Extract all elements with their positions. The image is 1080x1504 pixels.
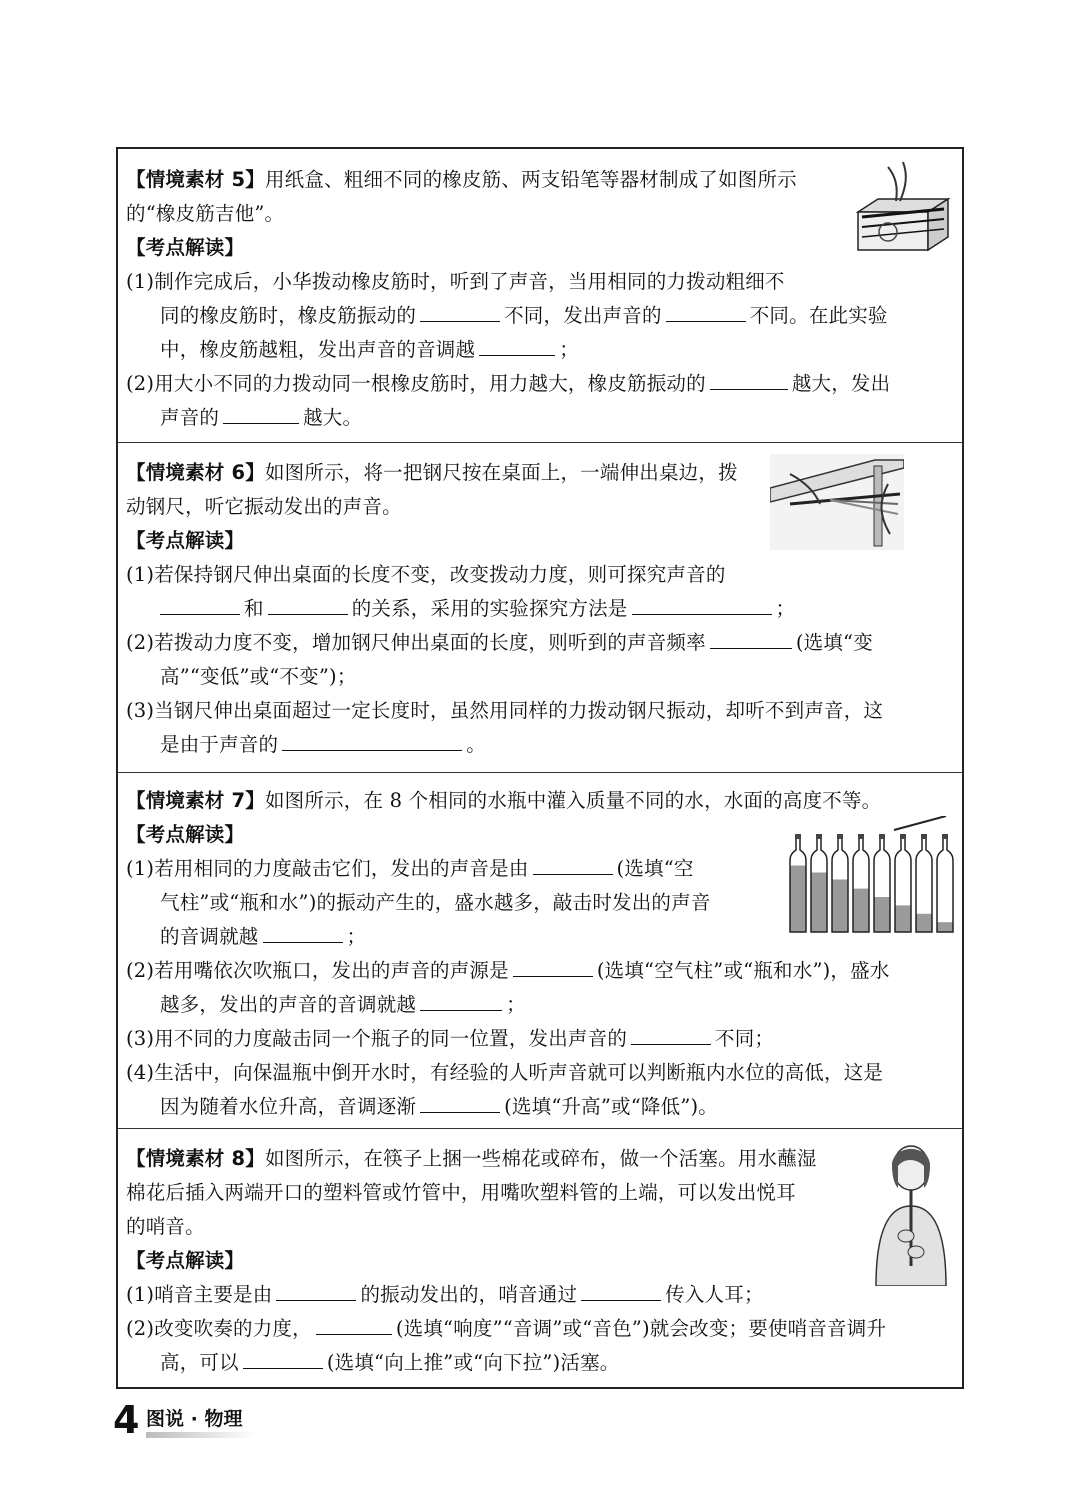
- girl-blowing-whistle-photo: [866, 1136, 956, 1286]
- answer-blank[interactable]: [243, 1346, 323, 1369]
- water-level: [916, 914, 932, 932]
- answer-blank[interactable]: [632, 592, 772, 615]
- water-bottle: [937, 834, 953, 932]
- section-6: 【情境素材 6】如图所示，将一把钢尺按在桌面上，一端伸出桌边，拨 动钢尺，听它振动发出的声音。 【考点解读】 (1)若保持钢尺伸出桌面的长度不变，改变拨动力度，则可探究声音的 和 的关系，采用的实验探究方法是 ； (2)若拨动力度不变，增加钢尺伸出桌面的长度，则听到的声音频率 (选填“变 高”“变低”或“不变”)； (3)当钢尺伸出桌面超过一定长度时，虽然用同样的力拨动钢尺振动，却听不到声音，这 是由于声音的 。: [118, 442, 962, 772]
- section-6-title: 【情境素材 6】: [126, 461, 265, 484]
- bottle-mouth: [879, 834, 885, 839]
- water-bottle: [853, 834, 869, 932]
- answer-blank[interactable]: [420, 299, 500, 322]
- answer-blank[interactable]: [581, 1278, 661, 1301]
- section-5-intro-2: 的“橡皮筋吉他”。: [126, 202, 285, 225]
- water-level: [895, 905, 911, 932]
- answer-blank[interactable]: [268, 592, 348, 615]
- section-5-intro-1: 用纸盒、粗细不同的橡皮筋、两支铅笔等器材制成了如图所示: [264, 168, 797, 191]
- bottle-outline: [937, 838, 953, 932]
- bottle-mouth: [921, 834, 927, 839]
- answer-blank[interactable]: [420, 988, 502, 1011]
- section-7: 【情境素材 7】如图所示，在 8 个相同的水瓶中灌入质量不同的水，水面的高度不等。 【考点解读】 (1)若用相同的力度敲击它们，发出的声音是由 (选填“空 气柱”或“瓶和水”)的振动产生的，盛水越多，敲击时发出的声音 的音调就越 ； (2)若用嘴依次吹瓶口，发出的声音的声源是 (选填“空气柱”或“瓶和水”)，盛水 越多，发出的声音的音调就越 ； (3)用不同的力度敲击同一个瓶子的同一位置，发出声音的 不同； (4)生活中，向保温瓶中倒开水时，有经验的人听声音就可以判断瓶内水位的高低，这是 因为随着水位升高，音调逐渐 (选填“升高”或“降低”)。: [118, 772, 962, 1128]
- water-level: [811, 873, 827, 933]
- section-5: 【情境素材 5】用纸盒、粗细不同的橡皮筋、两支铅笔等器材制成了如图所示 的“橡皮筋吉他”。 【考点解读】 (1)制作完成后，小华拨动橡皮筋时，听到了声音，当用相同的力拨动粗细不 同的橡皮筋时，橡皮筋振动的 不同，发出声音的 不同。在此实验 中，橡皮筋越粗，发出声音的音调越 ； (2)用大小不同的力拨动同一根橡皮筋时，用力越大，橡皮筋振动的 越大，发出 声音的 越大。: [118, 149, 962, 442]
- s5-q1-line1: (1)制作完成后，小华拨动橡皮筋时，听到了声音，当用相同的力拨动粗细不: [126, 270, 785, 293]
- book-title: 图说 · 物理: [146, 1408, 243, 1430]
- water-level: [853, 889, 869, 932]
- water-level: [832, 880, 848, 933]
- footer-decoration: [146, 1432, 256, 1438]
- eight-water-bottles-illustration: [786, 816, 956, 936]
- answer-blank[interactable]: [223, 401, 299, 424]
- answer-blank[interactable]: [513, 954, 593, 977]
- section-5-heading: 【考点解读】: [126, 236, 245, 259]
- answer-blank[interactable]: [710, 367, 788, 390]
- answer-blank[interactable]: [479, 333, 555, 356]
- steel-ruler-on-desk-illustration: [770, 454, 904, 550]
- bottle-mouth: [858, 834, 864, 839]
- answer-blank[interactable]: [420, 1090, 500, 1113]
- bottle-mouth: [837, 834, 843, 839]
- bottle-mouth: [795, 834, 801, 839]
- striking-stick: [894, 816, 946, 830]
- water-bottle: [895, 834, 911, 932]
- bottle-mouth: [816, 834, 822, 839]
- answer-blank[interactable]: [533, 852, 613, 875]
- water-level: [790, 866, 806, 933]
- water-bottle: [832, 834, 848, 932]
- answer-blank[interactable]: [263, 920, 343, 943]
- content-frame: [116, 147, 964, 1389]
- water-level: [874, 897, 890, 932]
- page-number: 4: [113, 1398, 140, 1442]
- water-bottle: [916, 834, 932, 932]
- rubber-band-guitar-illustration: [848, 157, 956, 257]
- bottle-mouth: [900, 834, 906, 839]
- water-bottle: [811, 834, 827, 932]
- answer-blank[interactable]: [631, 1022, 711, 1045]
- water-level: [937, 922, 953, 932]
- answer-blank[interactable]: [276, 1278, 356, 1301]
- section-5-title: 【情境素材 5】: [126, 168, 265, 191]
- answer-blank[interactable]: [710, 626, 792, 649]
- answer-blank[interactable]: [160, 592, 240, 615]
- bottle-mouth: [942, 834, 948, 839]
- section-8: 【情境素材 8】如图所示，在筷子上捆一些棉花或碎布，做一个活塞。用水蘸湿 棉花后插入两端开口的塑料管或竹管中，用嘴吹塑料管的上端，可以发出悦耳 的哨音。 【考点解读】 (1)哨音主要是由 的振动发出的，哨音通过 传入人耳； (2)改变吹奏的力度， (选填“响度”“音调”或“音色”)就会改变；要使哨音音调升 高，可以 (选填“向上推”或“向下拉”)活塞。: [118, 1128, 962, 1387]
- water-bottle: [874, 834, 890, 932]
- answer-blank[interactable]: [282, 728, 462, 751]
- answer-blank[interactable]: [666, 299, 746, 322]
- water-bottle: [790, 834, 806, 932]
- answer-blank[interactable]: [316, 1312, 392, 1335]
